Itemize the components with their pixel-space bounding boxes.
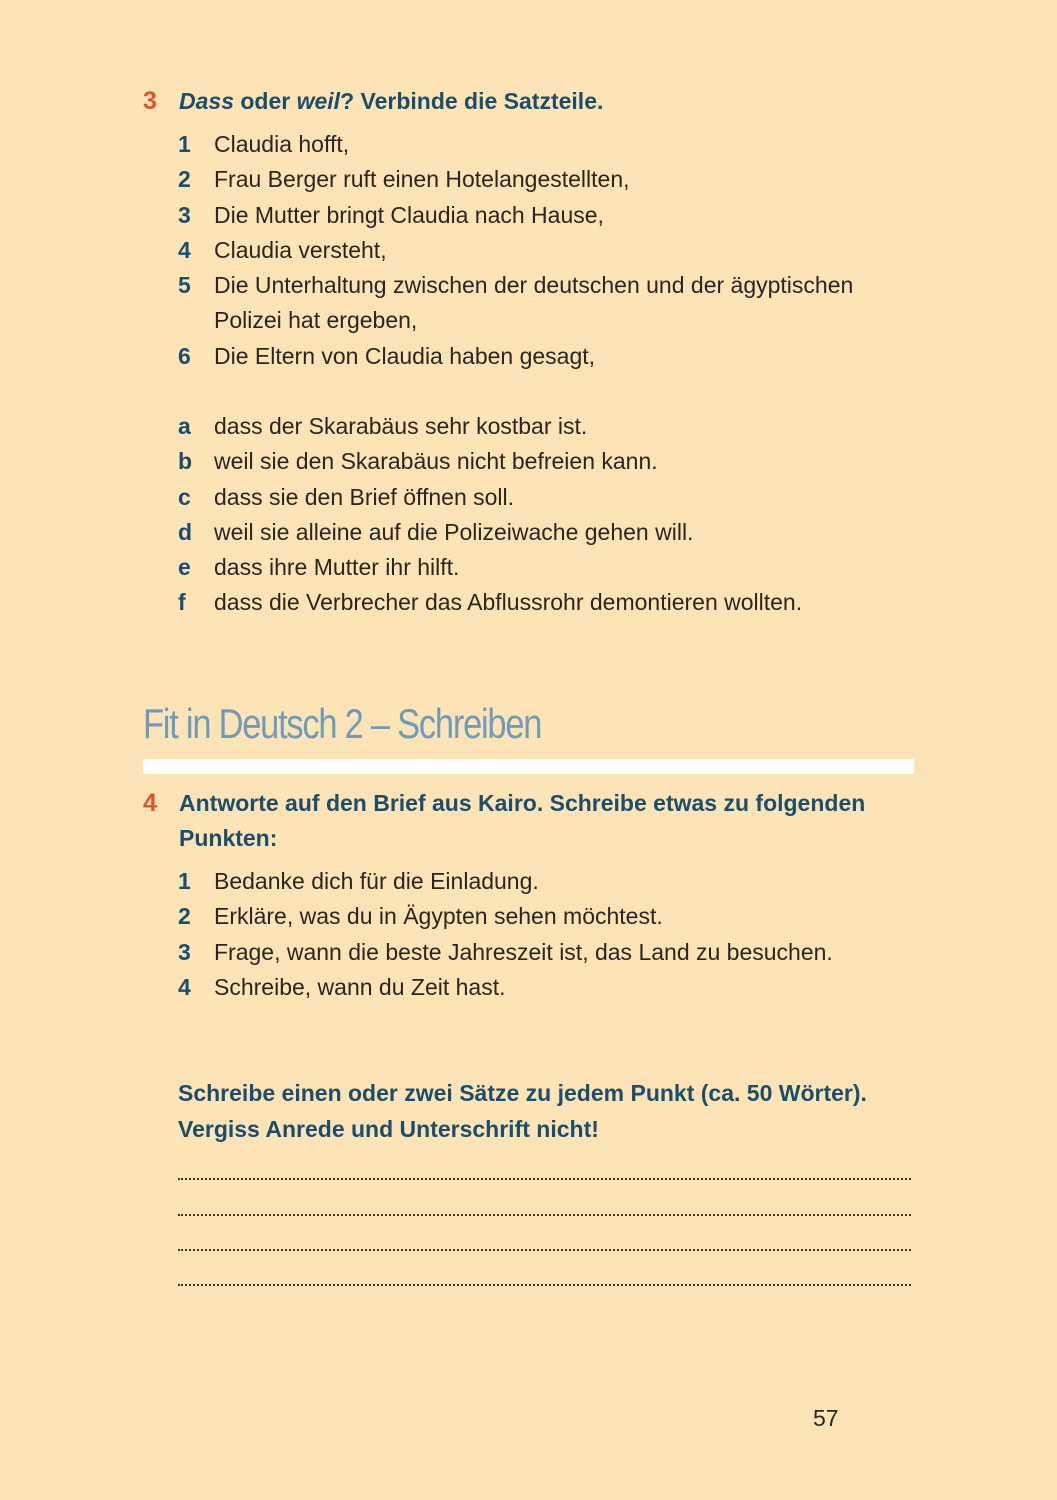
item-number: 5 [178,272,191,299]
option-text: dass der Skarabäus sehr kostbar ist. [214,413,588,439]
option-letter: a [178,413,191,439]
writing-line[interactable] [178,1178,911,1180]
list-item [178,268,878,339]
item-number: 3 [178,938,191,965]
exercise-3-prompt [179,84,879,119]
item-number: 4 [178,973,191,1000]
option-letter: f [178,589,186,616]
list-item [178,935,878,970]
item-number: 1 [178,868,191,894]
item-text: Die Unterhaltung zwischen der deutschen und der ägyptischen Polizei hat ergeben, [214,272,854,334]
item-number: 1 [178,131,191,157]
list-item [178,444,878,479]
item-number: 2 [178,166,191,193]
list-item [178,550,878,585]
list-item [178,409,878,444]
page-number: 57 [813,1405,839,1431]
list-item [178,515,878,550]
item-text: Die Eltern von Claudia haben gesagt, [214,342,596,369]
list-item [178,864,878,899]
exercise-4-items [178,864,878,1005]
exercise-3-options [178,409,878,621]
option-text: weil sie alleine auf die Polizeiwache gehen will. [214,518,694,545]
exercise-4-prompt: Antworte auf den Brief aus Kairo. Schreibe etwas zu folgenden Punkten: [179,790,866,851]
option-letter: b [178,448,193,475]
list-item [178,970,878,1005]
option-letter: e [178,554,191,581]
prompt-word-oder: oder [240,88,291,114]
list-item [178,127,878,162]
option-text: weil sie den Skarabäus nicht befreien kann. [214,448,658,475]
option-text: dass ihre Mutter ihr hilft. [214,554,460,581]
option-letter: c [178,483,191,510]
list-item [178,198,878,233]
item-text: Claudia hofft, [214,131,350,157]
prompt-rest: ? Verbinde die Satzteile. [340,88,604,114]
list-item [178,233,878,268]
item-text: Bedanke dich für die Einladung. [214,868,539,894]
option-text: dass sie den Brief öffnen soll. [214,483,515,510]
prompt-word-weil: weil [296,88,341,114]
section-divider [143,759,914,774]
option-letter: d [178,518,193,545]
writing-line[interactable] [178,1214,911,1216]
item-text: Erkläre, was du in Ägypten sehen möchtest. [214,903,663,930]
exercise-3-number: 3 [143,87,157,115]
item-text: Frage, wann die beste Jahreszeit ist, das Land zu besuchen. [214,938,833,965]
list-item [178,162,878,197]
item-text: Die Mutter bringt Claudia nach Hause, [214,201,604,228]
item-number: 6 [178,342,191,369]
option-text: dass die Verbrecher das Abflussrohr demontieren wollten. [214,589,803,616]
item-text: Schreibe, wann du Zeit hast. [214,973,506,1000]
item-text: Frau Berger ruft einen Hotelangestellten, [214,166,630,193]
item-number: 4 [178,236,191,263]
writing-instruction: Schreibe einen oder zwei Sätze zu jedem Punkt (ca. 50 Wörter). Vergiss Anrede und Unterschrift nicht! [178,1080,867,1142]
writing-line[interactable] [178,1284,911,1286]
item-text: Claudia versteht, [214,236,387,263]
exercise-4-number: 4 [143,789,157,817]
item-number: 3 [178,201,191,228]
list-item [178,339,878,374]
list-item [178,585,878,620]
writing-line[interactable] [178,1249,911,1251]
exercise-3-items [178,127,878,374]
list-item [178,899,878,934]
section-title: Fit in Deutsch 2 – Schreiben [143,700,542,747]
list-item [178,480,878,515]
item-number: 2 [178,903,191,930]
prompt-word-dass: Dass [179,88,234,114]
